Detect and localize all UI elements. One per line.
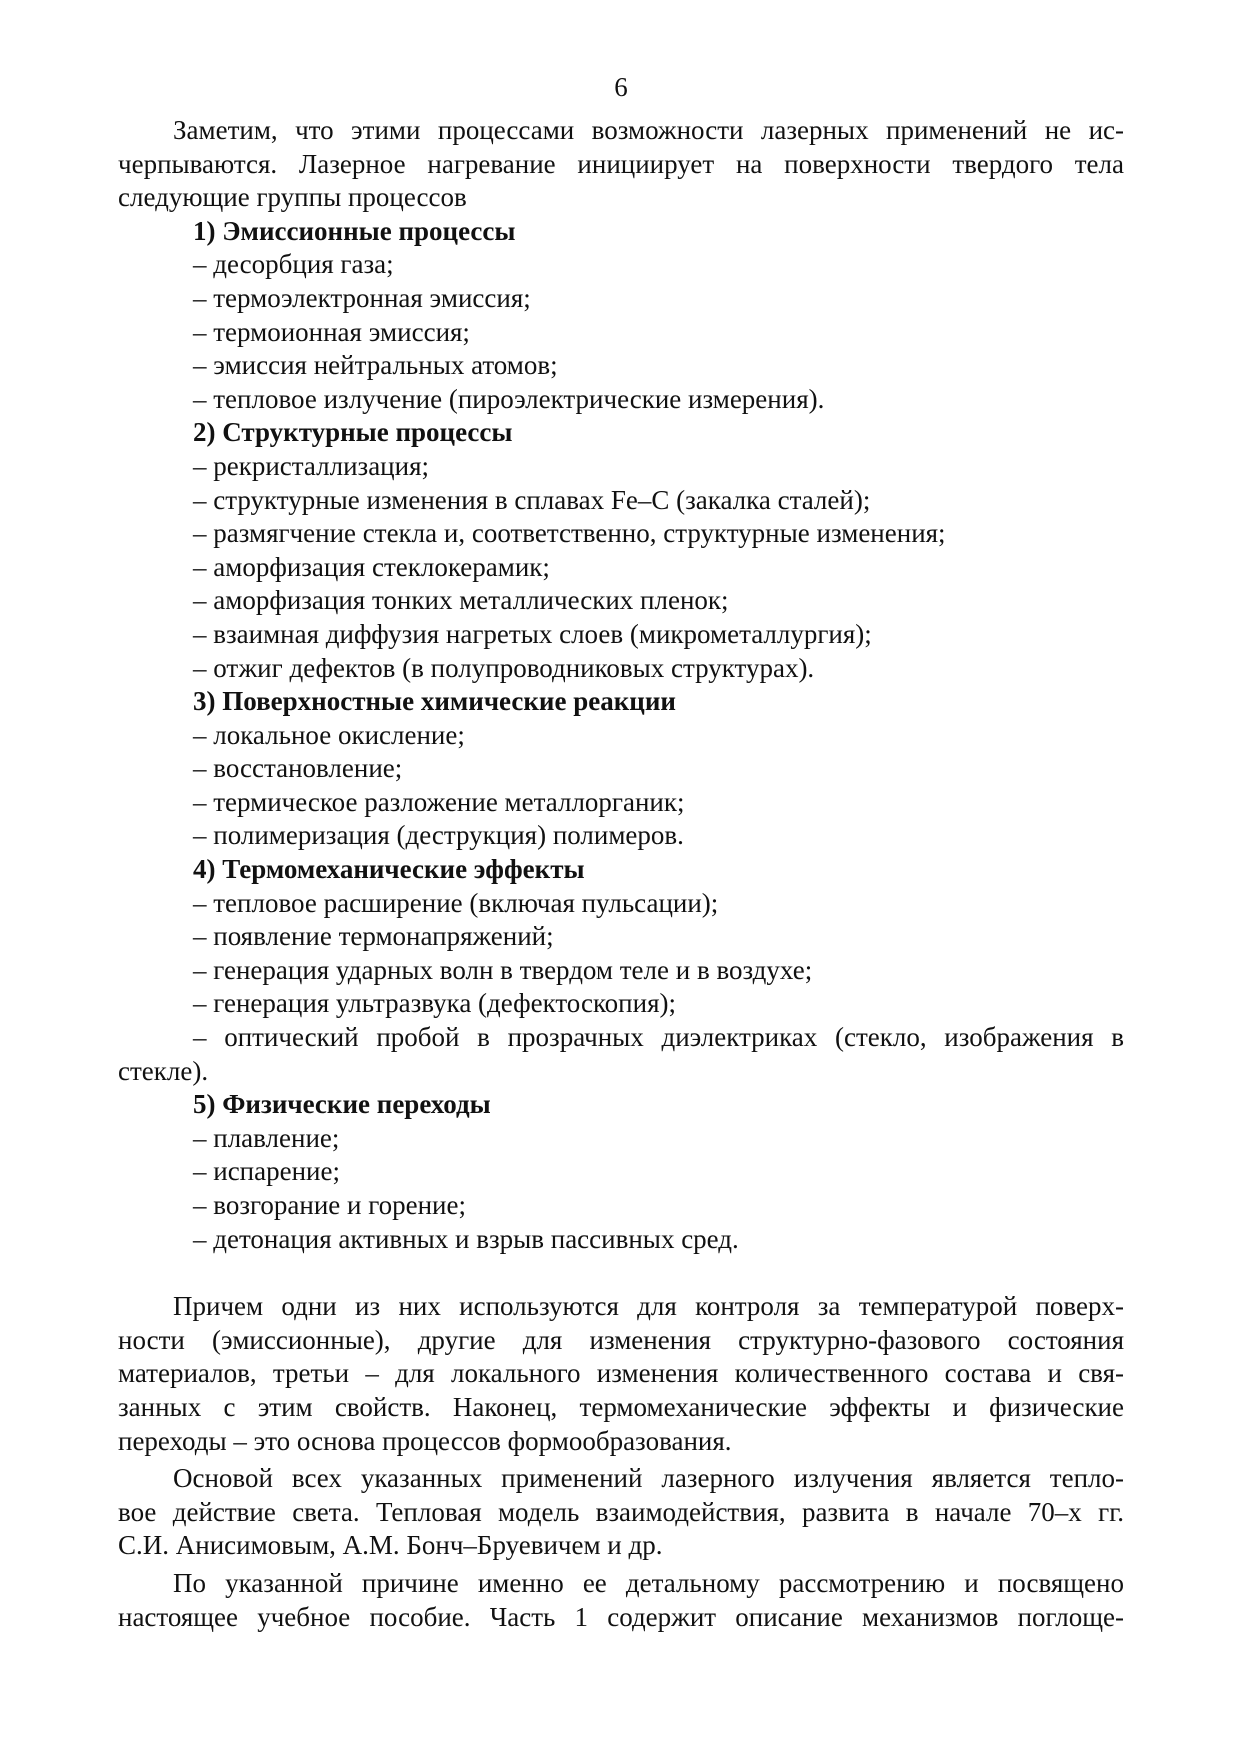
text-line: занных с этим свойств. Наконец, термомеханические эффекты и физические: [118, 1391, 1124, 1422]
list-item: – десорбция газа;: [193, 249, 394, 280]
group-thermomechanical: [118, 853, 1124, 1088]
list-item: – структурные изменения в сплавах Fe–C (закалка сталей);: [193, 484, 871, 515]
list-item: – полимеризация (деструкция) полимеров.: [193, 820, 684, 851]
list-item: – тепловое излучение (пироэлектрические измерения).: [193, 383, 825, 414]
list-item: – размягчение стекла и, соответственно, структурные изменения;: [193, 518, 946, 549]
group-heading: 1) Эмиссионные процессы: [193, 215, 516, 246]
list-item: – отжиг дефектов (в полупроводниковых структурах).: [193, 652, 815, 683]
list-item: – генерация ультразвука (дефектоскопия);: [193, 988, 676, 1019]
list-item: – рекристаллизация;: [193, 450, 429, 481]
group-heading: 3) Поверхностные химические реакции: [193, 686, 676, 717]
group-heading: 2) Структурные процессы: [193, 417, 513, 448]
list-item: – восстановление;: [193, 753, 403, 784]
text-line: следующие группы процессов: [118, 182, 467, 213]
text-line: Причем одни из них используются для контроля за температурой поверх-: [173, 1291, 1124, 1322]
list-item: – возгорание и горение;: [193, 1190, 466, 1220]
group-structural: [118, 416, 1124, 685]
text-line: Заметим, что этими процессами возможности лазерных применений не ис-: [173, 115, 1124, 145]
group-emission: [118, 215, 1124, 417]
text-line: черпываются. Лазерное нагревание инициирует на поверхности твердого тела: [118, 148, 1124, 179]
group-chemical: [118, 685, 1124, 853]
list-item-continuation: стекле).: [118, 1055, 209, 1086]
list-item: – генерация ударных волн в твердом теле и в воздухе;: [193, 954, 813, 985]
list-item: – плавление;: [193, 1122, 340, 1153]
text-line: Основой всех указанных применений лазерного излучения является тепло-: [173, 1463, 1124, 1494]
intro-paragraph: [118, 114, 1124, 215]
text-line: настоящее учебное пособие. Часть 1 содержит описание механизмов поглоще-: [118, 1601, 1124, 1632]
list-item: – термоионная эмиссия;: [193, 316, 470, 347]
group-heading: 4) Термомеханические эффекты: [193, 854, 585, 885]
list-item: – аморфизация стеклокерамик;: [193, 551, 550, 582]
text-line: вое действие света. Тепловая модель взаимодействия, развита в начале 70–х гг.: [118, 1496, 1124, 1527]
paragraph-usage: [118, 1290, 1124, 1458]
paragraph-gap: [118, 1256, 1124, 1290]
paragraph-thermal-model: [118, 1462, 1124, 1563]
document-page: [118, 70, 1124, 1634]
paragraph-textbook: [118, 1567, 1124, 1634]
list-item: – локальное окисление;: [193, 719, 465, 750]
list-item: – испарение;: [193, 1156, 340, 1187]
text-line: С.И. Анисимовым, А.М. Бонч–Бруевичем и др.: [118, 1530, 663, 1561]
text-line: переходы – это основа процессов формообразования.: [118, 1425, 732, 1456]
page-number: 6: [614, 72, 628, 102]
list-item: – тепловое расширение (включая пульсации);: [193, 887, 719, 918]
list-item: – взаимная диффузия нагретых слоев (микрометаллургия);: [193, 618, 872, 649]
list-item: – термическое разложение металлорганик;: [193, 786, 685, 817]
list-item: – детонация активных и взрыв пассивных сред.: [193, 1223, 739, 1254]
text-line: По указанной причине именно ее детальному рассмотрению и посвящено: [173, 1567, 1124, 1598]
text-line: ности (эмиссионные), другие для изменения структурно-фазового состояния: [118, 1324, 1124, 1355]
list-item: – появление термонапряжений;: [193, 921, 554, 952]
group-heading: 5) Физические переходы: [193, 1089, 491, 1120]
list-item: – эмиссия нейтральных атомов;: [193, 350, 558, 381]
list-item: – термоэлектронная эмиссия;: [193, 282, 531, 313]
list-item: – аморфизация тонких металлических пленок;: [193, 585, 729, 616]
text-line: материалов, третьи – для локального изменения количественного состава и свя-: [118, 1358, 1124, 1389]
group-phase-transitions: [118, 1088, 1124, 1256]
list-item-wrapped: – оптический пробой в прозрачных диэлектриках (стекло, изображения в: [193, 1022, 1124, 1053]
